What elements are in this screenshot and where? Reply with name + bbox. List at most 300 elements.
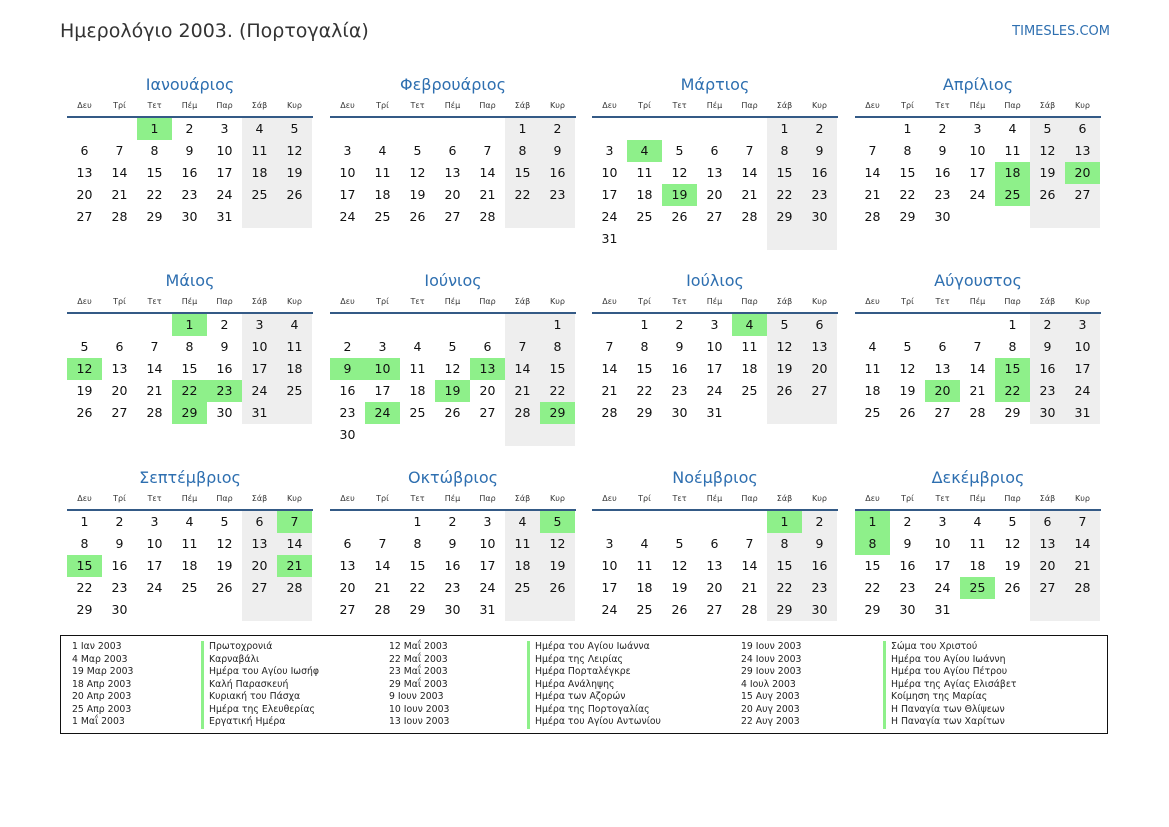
day-cell: 26 (671, 602, 688, 617)
day-cell: 3 (973, 121, 982, 136)
month-name: Ιανουάριος (145, 75, 235, 94)
weekday-header (67, 294, 313, 310)
day-cell: 19 (1004, 558, 1021, 573)
day-cell: 22 (636, 383, 653, 398)
empty-day-cell (470, 424, 505, 446)
weekday-label: Πέμ (706, 494, 723, 503)
day-grid (855, 511, 1101, 621)
day-cell: 17 (601, 187, 618, 202)
weekday-label: Παρ (216, 297, 233, 306)
holiday-day-cell: 10 (365, 358, 400, 380)
legend-date: 13 Ιουν 2003 (389, 716, 450, 727)
weekday-header (855, 294, 1101, 310)
weekday-header (67, 98, 313, 114)
holiday-day-cell: 1 (137, 118, 172, 140)
day-cell: 8 (1008, 339, 1017, 354)
day-cell: 4 (505, 511, 540, 533)
day-cell: 16 (444, 558, 461, 573)
weekday-label: Σάβ (251, 297, 268, 306)
weekday-label: Κυρ (550, 101, 565, 110)
day-cell: 3 (150, 514, 159, 529)
empty-day-cell (1030, 206, 1065, 228)
day-cell: 28 (741, 602, 758, 617)
weekday-label: Τετ (147, 297, 162, 306)
day-cell: 6 (1065, 118, 1100, 140)
day-cell: 9 (115, 536, 124, 551)
day-cell: 12 (899, 361, 916, 376)
weekday-label: Κυρ (812, 101, 827, 110)
day-cell: 29 (76, 602, 93, 617)
day-cell: 1 (767, 118, 802, 140)
day-cell: 26 (216, 580, 233, 595)
legend-dates-col-1 (72, 641, 133, 729)
day-cell: 10 (601, 165, 618, 180)
day-grid (330, 314, 576, 446)
day-cell: 9 (540, 140, 575, 162)
empty-day-cell (767, 402, 802, 424)
day-cell: 29 (636, 405, 653, 420)
day-cell: 3 (605, 143, 614, 158)
legend-holiday-name: Εργατική Ημέρα (209, 716, 286, 727)
legend-holiday-name: Ημέρα του Αγίου Ιωσήφ (209, 666, 320, 677)
legend-holiday-name: Κοίμηση της Μαρίας (891, 691, 988, 702)
day-cell: 24 (242, 380, 277, 402)
empty-day-cell (470, 118, 505, 140)
empty-day-cell (960, 314, 995, 336)
day-cell: 7 (605, 339, 614, 354)
empty-day-cell (540, 206, 575, 228)
day-cell: 26 (277, 184, 312, 206)
weekday-label: Τετ (147, 101, 162, 110)
day-cell: 23 (339, 405, 356, 420)
day-cell: 27 (1065, 184, 1100, 206)
month-name: Ιούλιος (686, 271, 744, 290)
day-cell: 29 (899, 209, 916, 224)
day-cell: 27 (242, 577, 277, 599)
weekday-label: Κυρ (812, 297, 827, 306)
month-calendar (67, 467, 313, 621)
weekday-label: Κυρ (1075, 494, 1090, 503)
day-cell: 31 (242, 402, 277, 424)
empty-day-cell (540, 424, 575, 446)
day-cell: 27 (1030, 577, 1065, 599)
day-cell: 2 (185, 121, 194, 136)
empty-day-cell (435, 424, 470, 446)
empty-day-cell (627, 118, 662, 140)
weekday-label: Τετ (410, 494, 425, 503)
day-cell: 20 (242, 555, 277, 577)
day-cell: 31 (601, 231, 618, 246)
day-cell: 24 (339, 209, 356, 224)
weekday-label: Σάβ (514, 101, 531, 110)
weekday-label: Σάβ (776, 494, 793, 503)
day-cell: 12 (277, 140, 312, 162)
day-cell: 14 (505, 358, 540, 380)
empty-day-cell (662, 118, 697, 140)
weekday-label: Κυρ (287, 297, 302, 306)
day-cell: 24 (706, 383, 723, 398)
day-cell: 18 (636, 580, 653, 595)
month-name: Απρίλιος (942, 75, 1014, 94)
empty-day-cell (732, 511, 767, 533)
day-cell: 30 (111, 602, 128, 617)
day-cell: 16 (540, 162, 575, 184)
day-cell: 28 (741, 209, 758, 224)
weekday-label: Κυρ (287, 101, 302, 110)
day-cell: 17 (1065, 358, 1100, 380)
day-cell: 24 (601, 602, 618, 617)
day-cell: 25 (636, 209, 653, 224)
day-cell: 27 (339, 602, 356, 617)
weekday-label: Κυρ (812, 494, 827, 503)
day-cell: 27 (76, 209, 93, 224)
day-cell: 15 (146, 165, 163, 180)
day-cell: 11 (242, 140, 277, 162)
weekday-label: Τετ (935, 101, 950, 110)
legend-holiday-name: Ημέρα Ανάληψης (535, 678, 615, 690)
day-cell: 26 (671, 209, 688, 224)
month-name: Μάιος (165, 271, 215, 290)
legend-date: 12 Μαΐ 2003 (389, 641, 448, 652)
legend-holiday-name: Καλή Παρασκευή (209, 678, 289, 690)
day-cell: 19 (671, 580, 688, 595)
day-cell: 21 (479, 187, 496, 202)
weekday-label: Δευ (340, 494, 355, 503)
holiday-day-cell: 12 (67, 358, 102, 380)
weekday-label: Δευ (865, 297, 880, 306)
page-title: Ημερολόγιο 2003. (Πορτογαλία) (60, 20, 369, 42)
day-cell: 31 (1065, 402, 1100, 424)
empty-day-cell (732, 228, 767, 250)
day-cell: 21 (374, 580, 391, 595)
empty-day-cell (505, 314, 540, 336)
weekday-label: Παρ (216, 101, 233, 110)
day-cell: 5 (767, 314, 802, 336)
holiday-day-cell: 4 (732, 314, 767, 336)
day-cell: 24 (146, 580, 163, 595)
day-cell: 7 (745, 536, 754, 551)
day-cell: 23 (444, 580, 461, 595)
empty-day-cell (435, 314, 470, 336)
day-cell: 12 (671, 558, 688, 573)
day-cell: 13 (1030, 533, 1065, 555)
day-cell: 11 (1004, 143, 1021, 158)
day-cell: 28 (111, 209, 128, 224)
day-cell: 11 (636, 558, 653, 573)
legend-names-col-3 (883, 641, 1016, 729)
day-cell: 12 (767, 336, 802, 358)
day-cell: 30 (216, 405, 233, 420)
legend-holiday-name: Ημέρα της Αγίας Ελισάβετ (891, 678, 1017, 690)
weekday-label: Πέμ (706, 297, 723, 306)
empty-day-cell (540, 599, 575, 621)
day-cell: 12 (671, 165, 688, 180)
day-cell: 21 (146, 383, 163, 398)
day-cell: 18 (242, 162, 277, 184)
empty-day-cell (662, 228, 697, 250)
day-cell: 20 (76, 187, 93, 202)
month-name: Μάρτιος (680, 75, 750, 94)
weekday-label: Παρ (479, 101, 496, 110)
empty-day-cell (207, 599, 242, 621)
day-cell: 7 (483, 143, 492, 158)
day-cell: 6 (343, 536, 352, 551)
empty-day-cell (732, 402, 767, 424)
day-cell: 14 (864, 165, 881, 180)
empty-day-cell (435, 118, 470, 140)
day-cell: 7 (115, 143, 124, 158)
day-cell: 29 (767, 206, 802, 228)
day-cell: 6 (1030, 511, 1065, 533)
day-cell: 1 (80, 514, 89, 529)
empty-day-cell (1065, 599, 1100, 621)
holiday-day-cell: 24 (365, 402, 400, 424)
weekday-label: Τετ (410, 101, 425, 110)
day-cell: 29 (1004, 405, 1021, 420)
legend-names-col-1 (201, 641, 319, 729)
weekday-label: Δευ (602, 494, 617, 503)
empty-day-cell (67, 314, 102, 336)
empty-day-cell (277, 402, 312, 424)
day-cell: 17 (146, 558, 163, 573)
day-cell: 2 (220, 317, 229, 332)
day-cell: 25 (636, 602, 653, 617)
day-cell: 22 (505, 184, 540, 206)
day-cell: 17 (374, 383, 391, 398)
empty-day-cell (102, 118, 137, 140)
empty-day-cell (592, 314, 627, 336)
site-link[interactable]: TIMESLES.COM (1012, 24, 1110, 39)
day-cell: 19 (767, 358, 802, 380)
empty-day-cell (505, 424, 540, 446)
day-cell: 31 (216, 209, 233, 224)
weekday-label: Παρ (1004, 297, 1021, 306)
day-cell: 18 (181, 558, 198, 573)
holiday-day-cell: 22 (172, 380, 207, 402)
holiday-day-cell: 23 (207, 380, 242, 402)
empty-day-cell (592, 118, 627, 140)
month-name: Ιούνιος (424, 271, 482, 290)
day-cell: 16 (934, 165, 951, 180)
month-name: Φεβρουάριος (400, 75, 506, 94)
empty-day-cell (365, 511, 400, 533)
day-cell: 12 (444, 361, 461, 376)
day-cell: 23 (181, 187, 198, 202)
day-grid (855, 118, 1101, 228)
day-cell: 28 (146, 405, 163, 420)
empty-day-cell (592, 511, 627, 533)
day-cell: 21 (741, 187, 758, 202)
weekday-label: Τετ (935, 297, 950, 306)
day-cell: 9 (802, 533, 837, 555)
holiday-day-cell: 1 (767, 511, 802, 533)
legend-holiday-name: Σώμα του Χριστού (891, 641, 978, 652)
weekday-label: Τετ (935, 494, 950, 503)
day-cell: 27 (934, 405, 951, 420)
day-cell: 17 (601, 580, 618, 595)
month-name: Νοέμβριος (672, 468, 758, 487)
day-cell: 21 (505, 380, 540, 402)
empty-day-cell (802, 228, 837, 250)
weekday-label: Πέμ (181, 297, 198, 306)
weekday-label: Πέμ (181, 494, 198, 503)
day-cell: 8 (903, 143, 912, 158)
day-cell: 11 (636, 165, 653, 180)
legend-date: 9 Ιουν 2003 (389, 691, 444, 702)
day-cell: 24 (216, 187, 233, 202)
day-cell: 2 (802, 118, 837, 140)
weekday-label: Δευ (602, 101, 617, 110)
legend-date: 19 Ιουν 2003 (741, 641, 802, 652)
legend-date: 4 Μαρ 2003 (72, 653, 128, 665)
empty-day-cell (330, 314, 365, 336)
empty-day-cell (960, 206, 995, 228)
empty-day-cell (400, 424, 435, 446)
day-cell: 30 (181, 209, 198, 224)
day-cell: 2 (115, 514, 124, 529)
legend-holiday-name: Η Παναγία των Χαρίτων (891, 716, 1005, 727)
weekday-label: Τρί (638, 297, 651, 306)
day-cell: 20 (706, 187, 723, 202)
day-cell: 30 (1030, 402, 1065, 424)
empty-day-cell (697, 511, 732, 533)
weekday-label: Τρί (113, 101, 126, 110)
day-cell: 16 (216, 361, 233, 376)
day-cell: 11 (505, 533, 540, 555)
day-cell: 28 (601, 405, 618, 420)
day-cell: 10 (479, 536, 496, 551)
holiday-day-cell: 9 (330, 358, 365, 380)
empty-day-cell (960, 599, 995, 621)
day-cell: 9 (903, 536, 912, 551)
weekday-header (855, 491, 1101, 507)
day-cell: 8 (505, 140, 540, 162)
weekday-label: Παρ (741, 297, 758, 306)
day-cell: 21 (111, 187, 128, 202)
day-cell: 20 (802, 358, 837, 380)
day-cell: 2 (343, 339, 352, 354)
weekday-label: Κυρ (1075, 101, 1090, 110)
day-cell: 27 (706, 602, 723, 617)
day-cell: 18 (636, 187, 653, 202)
weekday-label: Δευ (340, 297, 355, 306)
day-cell: 14 (1065, 533, 1100, 555)
weekday-label: Τρί (113, 494, 126, 503)
empty-day-cell (330, 118, 365, 140)
day-cell: 19 (409, 187, 426, 202)
day-grid (330, 511, 576, 621)
day-cell: 29 (864, 602, 881, 617)
day-cell: 13 (1065, 140, 1100, 162)
weekday-label: Παρ (741, 494, 758, 503)
legend-holiday-name: Ημέρα του Αγίου Πέτρου (891, 666, 1008, 677)
day-cell: 24 (601, 209, 618, 224)
day-cell: 3 (343, 143, 352, 158)
day-cell: 29 (767, 599, 802, 621)
holiday-day-cell: 15 (995, 358, 1030, 380)
day-cell: 25 (741, 383, 758, 398)
empty-day-cell (995, 206, 1030, 228)
weekday-label: Σάβ (1039, 494, 1056, 503)
day-cell: 15 (636, 361, 653, 376)
day-cell: 23 (934, 187, 951, 202)
day-cell: 29 (146, 209, 163, 224)
weekday-label: Κυρ (550, 297, 565, 306)
day-cell: 3 (938, 514, 947, 529)
day-cell: 15 (505, 162, 540, 184)
empty-day-cell (855, 314, 890, 336)
day-cell: 16 (899, 558, 916, 573)
day-cell: 11 (409, 361, 426, 376)
day-cell: 18 (969, 558, 986, 573)
month-calendar (592, 270, 838, 424)
empty-day-cell (1065, 206, 1100, 228)
day-cell: 24 (934, 580, 951, 595)
day-cell: 25 (374, 209, 391, 224)
legend-date: 22 Αυγ 2003 (741, 716, 800, 727)
empty-day-cell (365, 314, 400, 336)
month-calendar (592, 74, 838, 250)
day-cell: 20 (111, 383, 128, 398)
day-cell: 17 (339, 187, 356, 202)
empty-day-cell (242, 599, 277, 621)
day-cell: 23 (111, 580, 128, 595)
day-cell: 22 (76, 580, 93, 595)
day-cell: 10 (339, 165, 356, 180)
empty-day-cell (137, 599, 172, 621)
day-cell: 8 (150, 143, 159, 158)
holiday-day-cell: 13 (470, 358, 505, 380)
month-calendar (330, 467, 576, 621)
weekday-label: Πέμ (444, 101, 461, 110)
day-cell: 12 (1004, 536, 1021, 551)
day-cell: 27 (706, 209, 723, 224)
day-grid (67, 314, 313, 424)
day-grid (855, 314, 1101, 424)
empty-day-cell (67, 118, 102, 140)
day-cell: 26 (1030, 184, 1065, 206)
day-cell: 17 (934, 558, 951, 573)
day-cell: 1 (540, 314, 575, 336)
legend-holiday-name: Ημέρα της Πορτογαλίας (535, 703, 650, 715)
day-cell: 13 (706, 165, 723, 180)
weekday-label: Δευ (865, 494, 880, 503)
holiday-day-cell: 19 (435, 380, 470, 402)
empty-day-cell (400, 118, 435, 140)
day-cell: 22 (540, 380, 575, 402)
day-cell: 9 (1030, 336, 1065, 358)
month-calendar (67, 74, 313, 228)
day-grid (592, 314, 838, 424)
empty-day-cell (505, 206, 540, 228)
day-cell: 6 (448, 143, 457, 158)
day-cell: 19 (540, 555, 575, 577)
day-cell: 5 (220, 514, 229, 529)
weekday-label: Παρ (479, 494, 496, 503)
legend-date: 4 Ιουλ 2003 (741, 678, 796, 690)
day-cell: 14 (374, 558, 391, 573)
day-cell: 2 (1030, 314, 1065, 336)
day-cell: 24 (969, 187, 986, 202)
weekday-label: Τρί (901, 297, 914, 306)
weekday-label: Παρ (1004, 101, 1021, 110)
day-cell: 6 (242, 511, 277, 533)
day-cell: 3 (710, 317, 719, 332)
day-cell: 19 (899, 383, 916, 398)
legend-holiday-name: Ημέρα του Αγίου Ιωάννα (535, 641, 650, 652)
legend-date: 15 Αυγ 2003 (741, 691, 800, 702)
day-cell: 17 (216, 165, 233, 180)
